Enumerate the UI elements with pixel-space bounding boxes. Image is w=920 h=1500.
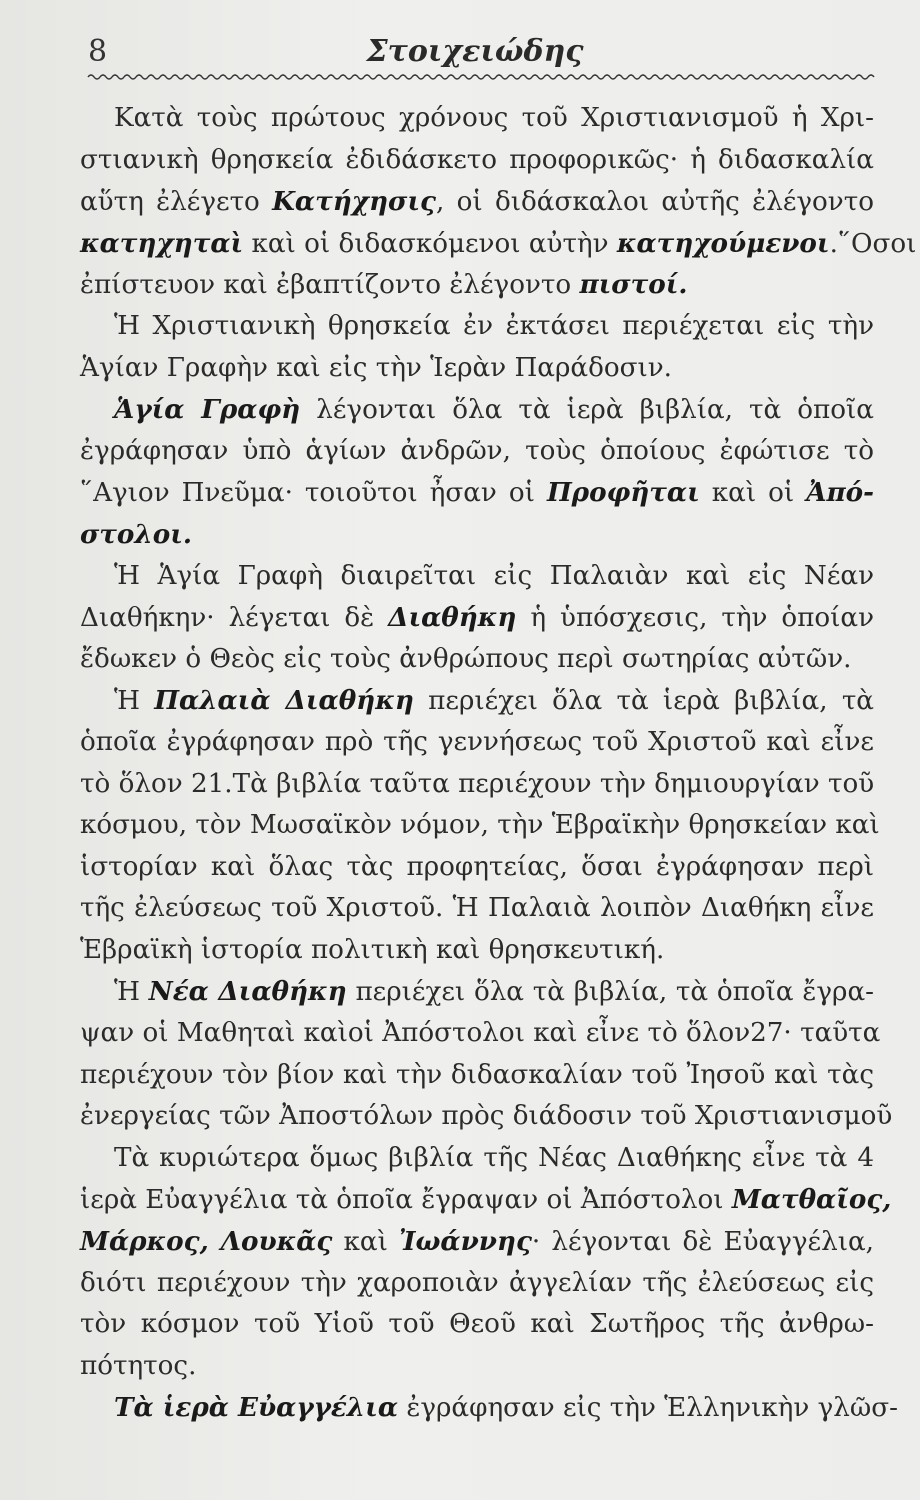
emphasized-term: Ματθαῖος, xyxy=(731,1184,892,1216)
text-line xyxy=(80,1221,874,1263)
text-run: λέγονται ὅλα τὰ ἱερὰ βιβλία, τὰ ὁποῖα xyxy=(300,395,874,426)
text-run: ψαν οἱ Μαθηταὶ καὶοἱ Ἀπόστολοι καὶ εἶνε τὸ ὅλον27· ταῦτα xyxy=(80,1018,881,1049)
page-header xyxy=(78,30,872,70)
body-text xyxy=(80,98,917,1429)
emphasized-term: Ἁγία Γραφὴ xyxy=(114,394,301,426)
text-line xyxy=(80,1096,893,1138)
text-line xyxy=(80,680,874,722)
text-line xyxy=(80,389,874,431)
text-run: Ἑβραϊκὴ ἱστορία πολιτικὴ καὶ θρησκευτική. xyxy=(80,934,665,965)
text-line xyxy=(80,764,874,806)
text-line xyxy=(80,1179,892,1221)
text-run: ἐγράφησαν ὑπὸ ἁγίων ἀνδρῶν, τοὺς ὁποίους ἐφώτισε τὸ xyxy=(80,435,874,466)
text-run: τῆς ἐλεύσεως τοῦ Χριστοῦ. Ἡ Παλαιὰ λοιπὸν Διαθήκη εἶνε xyxy=(80,893,874,924)
text-line xyxy=(80,847,874,889)
emphasized-term: Κατήχησις xyxy=(272,186,436,218)
text-line xyxy=(80,348,874,390)
text-run: .῞Οσοι xyxy=(829,228,917,259)
emphasized-term: κατηχηταὶ xyxy=(80,227,244,259)
emphasized-term: πιστοί. xyxy=(579,269,688,301)
text-run: , οἱ διδάσκαλοι αὐτῆς ἐλέγοντο xyxy=(435,187,874,218)
text-line xyxy=(80,805,880,847)
emphasized-term: Παλαιὰ Διαθήκη xyxy=(154,685,414,717)
text-run: ἱερὰ Εὐαγγέλια τὰ ὁποῖα ἔγραψαν οἱ Ἀπόστολοι xyxy=(80,1185,732,1216)
text-line xyxy=(80,472,874,514)
text-run: Ἡ xyxy=(114,686,155,717)
emphasized-term: Τὰ ἱερὰ Εὐαγγέλια xyxy=(114,1392,398,1424)
text-line xyxy=(80,140,874,182)
text-run: Τὰ κυριώτερα ὅμως βιβλία τῆς Νέας Διαθήκης εἶνε τὰ 4 xyxy=(114,1142,874,1173)
text-line xyxy=(80,1055,874,1097)
text-line xyxy=(80,1138,874,1180)
emphasized-term: Ἰωάννης xyxy=(399,1226,532,1258)
text-line xyxy=(80,1346,874,1388)
text-run: στιανικὴ θρησκεία ἐδιδάσκετο προφορικῶς· ἡ διδασκαλία xyxy=(80,144,874,175)
text-run: διότι περιέχουν τὴν χαροποιὰν ἀγγελίαν τῆς ἐλεύσεως εἰς xyxy=(80,1267,874,1298)
text-run: ῞Αγιον Πνεῦμα· τοιοῦτοι ἦσαν οἱ xyxy=(80,478,547,509)
text-run: περιέχει ὅλα τὰ βιβλία, τὰ ὁποῖα ἔγρα- xyxy=(346,977,874,1008)
text-run: ἐγράφησαν εἰς τὴν Ἑλληνικὴν γλῶσ- xyxy=(398,1393,898,1424)
text-run: τὸν κόσμον τοῦ Υἱοῦ τοῦ Θεοῦ καὶ Σωτῆρος τῆς ἀνθρω- xyxy=(80,1309,874,1340)
text-run: αὕτη ἐλέγετο xyxy=(80,187,273,218)
emphasized-term: Διαθήκη xyxy=(388,602,517,634)
text-run: ὁποῖα ἐγράφησαν πρὸ τῆς γεννήσεως τοῦ Χριστοῦ καὶ εἶνε xyxy=(80,726,874,757)
text-line xyxy=(80,597,874,639)
decorative-wavy-rule xyxy=(88,72,870,82)
text-run: κόσμου, τὸν Μωσαϊκὸν νόμον, τὴν Ἑβραϊκὴν θρησκείαν καὶ xyxy=(80,810,880,841)
text-line xyxy=(80,556,874,598)
text-line xyxy=(80,98,874,140)
text-run: περιέχει ὅλα τὰ ἱερὰ βιβλία, τὰ xyxy=(413,686,874,717)
text-run: Ἁγίαν Γραφὴν καὶ εἰς τὴν Ἱερὰν Παράδοσιν. xyxy=(80,352,672,383)
text-line xyxy=(80,223,917,265)
text-run: καὶ οἱ διδασκόμενοι αὐτὴν xyxy=(243,228,617,259)
text-run: ἐνεργείας τῶν Ἀποστόλων πρὸς διάδοσιν τοῦ Χριστιανισμοῦ xyxy=(80,1101,893,1132)
text-line xyxy=(80,1013,881,1055)
text-line xyxy=(80,514,874,556)
text-run: Κατὰ τοὺς πρώτους χρόνους τοῦ Χριστιανισμοῦ ἡ Χρι- xyxy=(114,103,874,133)
text-line xyxy=(80,1387,898,1429)
page-number: 8 xyxy=(88,34,108,69)
text-run: πότητος. xyxy=(80,1350,197,1381)
text-run: · λέγονται δὲ Εὐαγγέλια, xyxy=(531,1227,874,1258)
text-line xyxy=(80,181,874,223)
text-line xyxy=(80,722,874,764)
text-line xyxy=(80,1263,874,1305)
text-line xyxy=(80,888,874,930)
emphasized-term: Νέα Διαθήκη xyxy=(148,976,347,1008)
text-line xyxy=(80,971,874,1013)
emphasized-term: στολοι. xyxy=(80,518,193,550)
emphasized-term: Ἀπό- xyxy=(806,477,875,509)
text-run: Διαθήκην· λέγεται δὲ xyxy=(80,603,389,634)
text-run: καὶ xyxy=(332,1227,400,1258)
emphasized-term: Προφῆται xyxy=(546,477,700,509)
text-line xyxy=(80,431,874,473)
text-line xyxy=(80,264,874,306)
text-run: τὸ ὅλον 21.Τὰ βιβλία ταῦτα περιέχουν τὴν δημιουργίαν τοῦ xyxy=(80,768,875,799)
text-run: καὶ οἱ xyxy=(699,478,807,509)
emphasized-term: Μάρκος, Λουκᾶς xyxy=(80,1226,333,1258)
text-line xyxy=(80,306,874,348)
running-title: Στοιχειώδης xyxy=(366,34,584,69)
text-line xyxy=(80,639,874,681)
text-run: περιέχουν τὸν βίον καὶ τὴν διδασκαλίαν τοῦ Ἰησοῦ καὶ τὰς xyxy=(80,1059,874,1090)
text-run: Ἡ Χριστιανικὴ θρησκεία ἐν ἐκτάσει περιέχεται εἰς τὴν xyxy=(114,310,874,341)
emphasized-term: κατηχούμενοι xyxy=(616,227,830,259)
text-run: Ἡ Ἁγία Γραφὴ διαιρεῖται εἰς Παλαιὰν καὶ εἰς Νέαν xyxy=(114,560,874,591)
text-run: ἡ ὑπόσχεσις, τὴν ὁποίαν xyxy=(516,603,875,634)
text-run: ἱστορίαν καὶ ὅλας τὰς προφητείας, ὅσαι ἐγράφησαν περὶ xyxy=(80,851,874,882)
text-line xyxy=(80,930,874,972)
text-line xyxy=(80,1304,874,1346)
text-run: Ἡ xyxy=(114,977,149,1008)
text-run: ἔδωκεν ὁ Θεὸς εἰς τοὺς ἀνθρώπους περὶ σωτηρίας αὐτῶν. xyxy=(80,643,852,674)
text-run: ἐπίστευον καὶ ἐβαπτίζοντο ἐλέγοντο xyxy=(80,270,580,301)
